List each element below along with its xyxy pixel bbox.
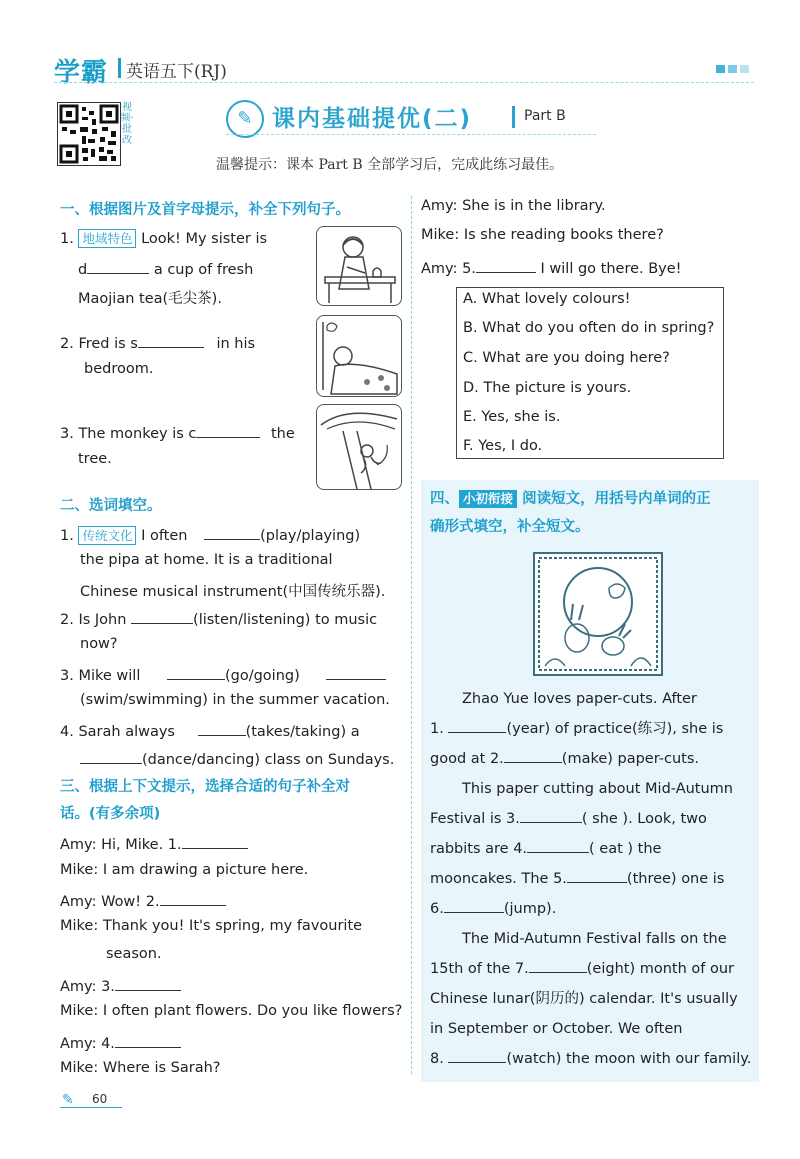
monkey-climbing-tree-image [316,404,402,490]
qr-caption: 视频·批改 [120,102,134,146]
story-line-1 [430,684,756,714]
page-number: 60 [92,1092,108,1106]
utterance: Where is Sarah? [102,1060,221,1076]
tip-text: 温馨提示：课本 Part B 全部学习后，完成此练习最佳。 [216,157,564,173]
speaker: Amy: [60,1036,97,1052]
s1-q3-text1b: the [270,426,295,442]
speaker: Amy: [60,837,97,853]
dialog-line-9 [60,1060,220,1076]
s1-q2-num: 2. [60,336,74,352]
story-text: (watch) the moon with our family. [506,1051,752,1067]
story-text: Festival is 3. [430,811,520,827]
options-box [456,287,724,459]
story-text: (three) one is [626,871,725,887]
s1-q1-line2 [78,258,253,278]
s1-q2-line2: bedroom. [84,361,154,377]
pencil-icon: ✎ [62,1092,74,1108]
story-blank-1[interactable] [448,717,506,733]
header-square-1 [716,65,725,73]
speaker: Mike: [421,227,460,243]
s1-q2-text1b: in his [216,336,256,352]
dialog-line-7 [60,1003,402,1019]
s2-q4-text-b: (takes/taking) a [245,724,360,740]
s2-q2-num: 2. [60,612,74,628]
s2-q1-text-b: (play/playing) [260,528,361,544]
s1-q1-tag: 地域特色 [78,229,136,248]
s2-q4-blank2[interactable] [80,748,142,764]
speaker: Mike: [60,1003,99,1019]
utterance: Hi, Mike. 1. [101,837,182,853]
dialog-blank-2[interactable] [160,890,226,906]
story-text: (jump). [503,901,557,917]
story-text: ( eat ) the [589,841,662,857]
s2-q1-tag: 传统文化 [78,526,136,545]
s1-q1-line3: Maojian tea(毛尖茶). [78,291,222,307]
story-line-13 [430,1044,756,1074]
dialog-line-12 [421,257,682,277]
s1-q3-text1: The monkey is c [78,426,197,442]
section4-heading-1 [430,487,711,508]
story-text: Zhao Yue loves paper-cuts. After [462,691,697,707]
speaker: Mike: [60,1060,99,1076]
notebook-icon: ✎ [226,100,264,138]
option-d: D. The picture is yours. [463,380,632,396]
dialog-blank-3[interactable] [115,975,181,991]
page-number-underline [60,1107,122,1108]
story-line-2 [430,714,756,744]
story-line-8 [430,894,756,924]
section2-heading: 二、选词填空。 [60,498,162,514]
option-e: E. Yes, she is. [463,409,561,425]
utterance: I am drawing a picture here. [102,862,309,878]
utterance: 4. [101,1036,115,1052]
utterance: Is she reading books there? [463,227,664,243]
story-blank-8[interactable] [448,1047,506,1063]
s2-q1-blank[interactable] [204,524,260,540]
section1-heading: 一、根据图片及首字母提示，补全下列句子。 [60,202,350,218]
s2-q2-line2: now? [80,636,118,652]
story-text: This paper cutting about Mid-Autumn [462,781,733,797]
story-text: (eight) month of our [586,961,734,977]
speaker: Mike: [60,862,99,878]
s2-q3-num: 3. [60,668,74,684]
utterance: 3. [101,979,115,995]
story-line-9 [430,924,756,954]
story-blank-3[interactable] [520,807,582,823]
mid-autumn-papercut-image [533,552,663,676]
boy-sleeping-image [316,315,402,397]
title-separator [512,106,515,128]
speaker: Amy: [421,198,458,214]
dialog-line-8 [60,1032,181,1052]
dialog-line-10 [421,198,606,214]
s1-q3-blank[interactable] [196,422,260,438]
story-text: 6. [430,901,444,917]
brand-separator [118,58,121,78]
option-c: C. What are you doing here? [463,350,670,366]
option-b: B. What do you often do in spring? [463,320,715,336]
story-text: The Mid-Autumn Festival falls on the [462,931,727,947]
dialog-blank-4[interactable] [115,1032,181,1048]
brand-logo: 学霸 [54,58,109,88]
story-text: 8. [430,1051,444,1067]
s1-q1-line1 [60,229,267,248]
s1-q3-line2: tree. [78,451,112,467]
s1-q1-text2b: a cup of fresh [153,262,254,278]
s2-q4-text-l2: (dance/dancing) class on Sundays. [142,752,395,768]
dialog-blank-1[interactable] [182,833,248,849]
s2-q4-line2 [80,748,394,768]
title-part: Part B [524,108,566,124]
speaker: Amy: [421,261,458,277]
dialog-blank-5[interactable] [476,257,536,273]
section4-heading-2: 确形式填空，补全短文。 [430,519,590,535]
section4-panel [421,480,759,1082]
speaker: Mike: [60,918,99,934]
speaker: Amy: [60,894,97,910]
s1-q1-num: 1. [60,231,74,247]
s2-q3-text-b: (go/going) [224,668,300,684]
s2-q2-text-b: (listen/listening) to music [193,612,378,628]
qr-code[interactable] [57,102,121,166]
dialog-line-11 [421,227,664,243]
story-line-3 [430,744,756,774]
s2-q2-line1 [60,608,377,628]
s1-q3-line1 [60,422,295,442]
s2-q2-text-a: Is John [78,612,127,628]
story-line-6 [430,834,756,864]
s2-q4-num: 4. [60,724,74,740]
story-text: 1. [430,721,444,737]
story-text: rabbits are 4. [430,841,528,857]
story-text: ( she ). Look, two [581,811,707,827]
utterance-tail: I will go there. Bye! [540,261,682,277]
s2-q3-blank2[interactable] [326,664,386,680]
dialog-line-1 [60,833,248,853]
s2-q3-line1 [60,664,386,684]
book-title: 英语五下(RJ) [126,62,227,82]
story-text: good at 2. [430,751,504,767]
page-title: 课内基础提优(二) [272,106,473,132]
speaker: Amy: [60,979,97,995]
story-text: 15th of the 7. [430,961,529,977]
dialog-line-5: season. [106,946,162,962]
dialog-line-4 [60,918,362,934]
s2-q1-line1 [60,524,360,545]
utterance: She is in the library. [462,198,606,214]
s2-q4-blank1[interactable] [198,720,246,736]
dialog-line-6 [60,975,181,995]
story-blank-7[interactable] [529,957,587,973]
story-line-5 [430,804,756,834]
utterance: I often plant flowers. Do you like flowers? [102,1003,403,1019]
s1-q1-text1: Look! My sister is [141,231,268,247]
dialog-line-3 [60,890,226,910]
utterance: Thank you! It's spring, my favourite [102,918,363,934]
story-blank-4[interactable] [527,837,589,853]
girl-making-tea-image [316,226,402,306]
section4-num: 四、 [430,491,459,507]
s2-q1-text-a: I often [141,528,188,544]
s2-q3-line2: (swim/swimming) in the summer vacation. [80,692,390,708]
header-rule [54,82,754,83]
s2-q4-text-a: Sarah always [78,724,175,740]
header-square-3 [740,65,749,73]
s1-q1-blank[interactable] [87,258,149,274]
utterance: Wow! 2. [101,894,160,910]
section3-heading-1: 三、根据上下文提示，选择合适的句子补全对 [60,779,350,795]
s1-q1-text2a: d [78,262,88,278]
section4-tag: 小初衔接 [459,490,517,508]
column-divider [411,196,412,1074]
option-a: A. What lovely colours! [463,291,631,307]
s1-q2-line1 [60,332,255,352]
dialog-line-2 [60,862,308,878]
s1-q2-text1: Fred is s [78,336,138,352]
s1-q2-blank[interactable] [138,332,204,348]
s2-q3-blank1[interactable] [167,664,225,680]
story-line-4 [430,774,756,804]
s2-q1-line2: the pipa at home. It is a traditional [80,552,333,568]
s2-q2-blank[interactable] [131,608,193,624]
story-text: (make) paper-cuts. [561,751,700,767]
story-text: mooncakes. The 5. [430,871,567,887]
story-blank-5[interactable] [567,867,627,883]
s2-q1-line3: Chinese musical instrument(中国传统乐器). [80,584,386,600]
story-line-10 [430,954,756,984]
s1-q3-num: 3. [60,426,74,442]
story-blank-6[interactable] [444,897,504,913]
s2-q4-line1 [60,720,360,740]
s2-q3-text-a: Mike will [78,668,141,684]
story-line-11: Chinese lunar(阴历的) calendar. It's usually [430,991,738,1007]
utterance: 5. [462,261,476,277]
option-f: F. Yes, I do. [463,438,543,454]
s2-q1-num: 1. [60,528,74,544]
section3-heading-2: 话。(有多余项) [60,806,161,822]
story-text: (year) of practice(练习), she is [506,721,724,737]
story-blank-2[interactable] [504,747,562,763]
section4-heading-a: 阅读短文，用括号内单词的正 [522,491,711,507]
story-line-12: in September or October. We often [430,1021,683,1037]
header-square-2 [728,65,737,73]
story-line-7 [430,864,756,894]
title-underline [226,134,596,135]
